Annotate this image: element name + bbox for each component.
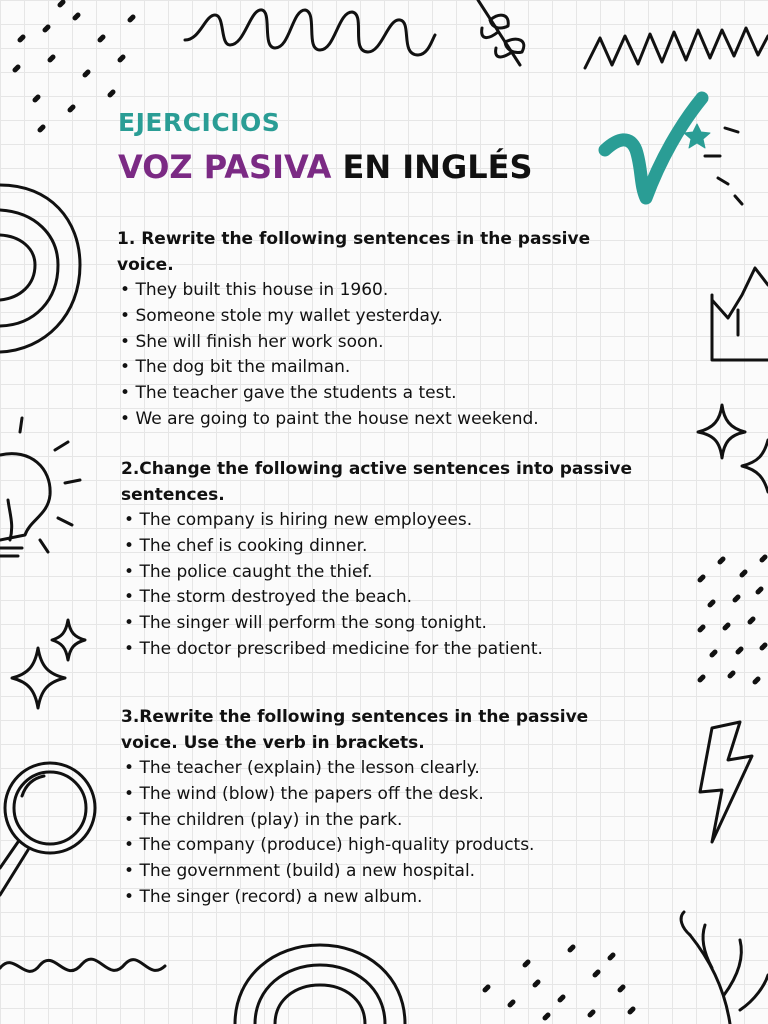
- list-item: • The teacher (explain) the lesson clearly.: [124, 756, 641, 782]
- list-item: • The singer will perform the song tonight.: [124, 611, 641, 637]
- scribble-loops-icon: [185, 10, 435, 55]
- coral-branch-icon: [681, 912, 768, 1024]
- list-item: • The wind (blow) the papers off the desk.: [124, 782, 641, 808]
- crown-icon: [712, 268, 768, 360]
- list-item: • The chef is cooking dinner.: [124, 534, 641, 560]
- list-item: • The doctor prescribed medicine for the patient.: [124, 637, 641, 663]
- rainbow-arcs-icon: [235, 945, 405, 1024]
- list-item: • The government (build) a new hospital.: [124, 859, 641, 885]
- lightbulb-icon: [0, 418, 80, 556]
- title-accent: VOZ PASIVA: [118, 148, 332, 186]
- sparkle-star-icon: [12, 620, 85, 708]
- list-item: • The singer (record) a new album.: [124, 885, 641, 911]
- dots-cluster-icon: [15, 2, 133, 130]
- lightning-bolt-icon: [700, 722, 752, 842]
- exercise-list: [121, 756, 641, 911]
- list-item: • The company (produce) high-quality products.: [124, 833, 641, 859]
- list-item: • The police caught the thief.: [124, 560, 641, 586]
- letter-v-logo-icon: [605, 98, 710, 198]
- exercise-list: [117, 278, 637, 433]
- exercise-heading: 1. Rewrite the following sentences in the passive voice.: [117, 229, 591, 275]
- list-item: • The dog bit the mailman.: [120, 355, 637, 381]
- list-item: • We are going to paint the house next weekend.: [120, 407, 637, 433]
- exercise-heading: 2.Change the following active sentences into passive sentences.: [121, 459, 633, 505]
- page-subtitle: EJERCICIOS: [118, 108, 281, 137]
- zigzag-icon: [585, 28, 768, 68]
- list-item: • The company is hiring new employees.: [124, 508, 641, 534]
- leaf-branch-icon: [478, 0, 524, 65]
- exercise-section-1: [117, 226, 637, 433]
- page-title: [118, 148, 533, 186]
- dots-cluster-icon: [700, 557, 765, 682]
- list-item: • The children (play) in the park.: [124, 808, 641, 834]
- dots-cluster-icon: [485, 947, 633, 1018]
- exercise-heading: 3.Rewrite the following sentences in the passive voice. Use the verb in brackets.: [121, 707, 589, 753]
- spiral-rings-icon: [0, 185, 80, 352]
- title-rest: EN INGLÉS: [331, 148, 533, 186]
- magnifying-glass-icon: [0, 763, 95, 895]
- list-item: • The storm destroyed the beach.: [124, 585, 641, 611]
- exercise-section-3: [121, 704, 641, 911]
- list-item: • They built this house in 1960.: [120, 278, 637, 304]
- wave-line-icon: [0, 959, 165, 971]
- exercise-list: [121, 508, 641, 663]
- list-item: • She will finish her work soon.: [120, 330, 637, 356]
- list-item: • Someone stole my wallet yesterday.: [120, 304, 637, 330]
- exercise-section-2: [121, 456, 641, 663]
- list-item: • The teacher gave the students a test.: [120, 381, 637, 407]
- sparkle-star-icon: [698, 405, 768, 492]
